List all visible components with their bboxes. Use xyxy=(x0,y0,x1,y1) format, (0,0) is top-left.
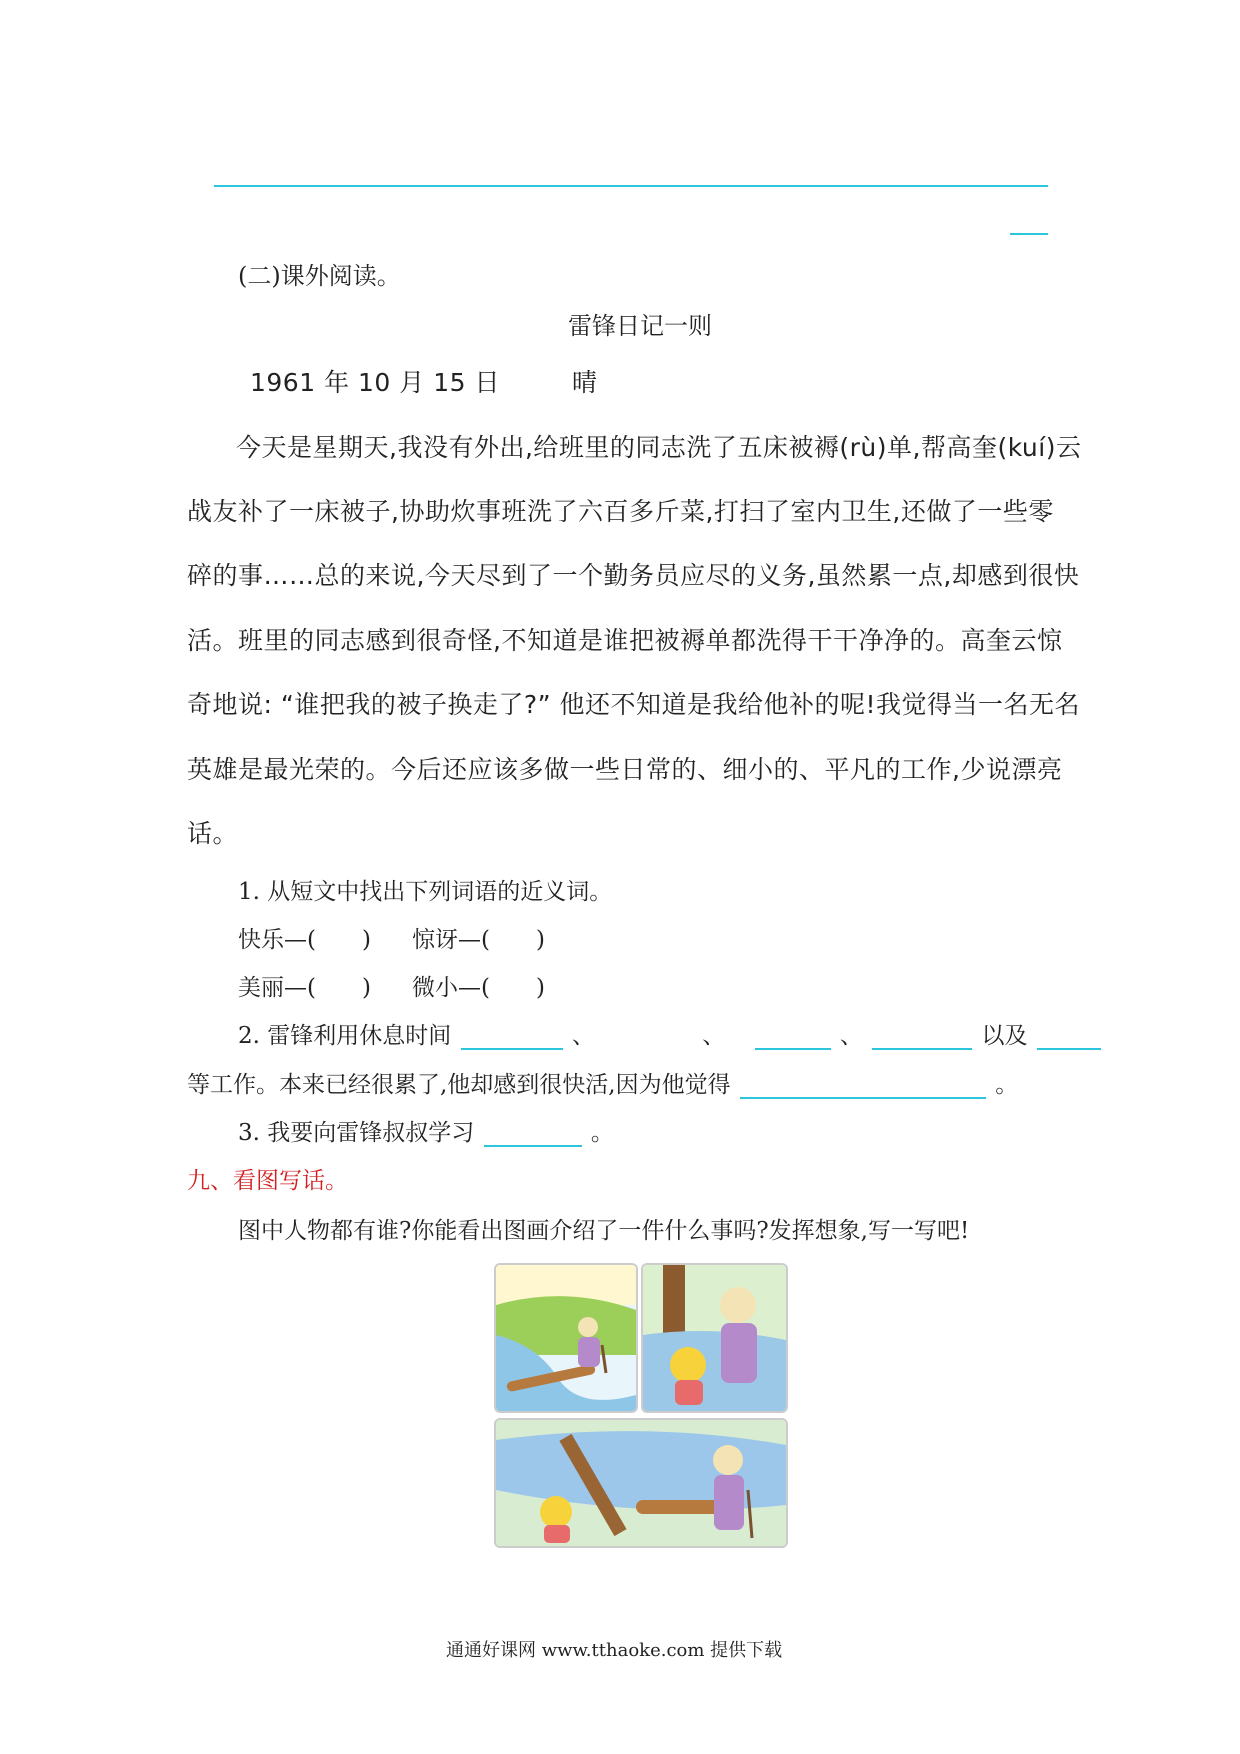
q1-prompt: 1. 从短文中找出下列词语的近义词。 xyxy=(238,879,613,905)
section9-title: 九、看图写话。 xyxy=(187,1168,348,1194)
diary-weather: 晴 xyxy=(572,368,598,397)
paragraph-line: 活。班里的同志感到很奇怪,不知道是谁把被褥单都洗得干干净净的。高奎云惊 xyxy=(187,626,1063,655)
paragraph-line: 今天是星期天,我没有外出,给班里的同志洗了五床被褥(rù)单,帮高奎(kuí)云 xyxy=(236,433,1082,462)
section-title: (二)课外阅读。 xyxy=(238,262,401,290)
q2-end: 。 xyxy=(995,1072,1019,1098)
diary-date: 1961 年 10 月 15 日 xyxy=(250,368,500,397)
article-title: 雷锋日记一则 xyxy=(568,312,712,340)
paragraph-line: 话。 xyxy=(187,819,239,848)
q2-yiji: 以及 xyxy=(981,1023,1028,1049)
picture-panel-3 xyxy=(494,1418,788,1548)
q3-line xyxy=(238,1114,614,1147)
picture-panel-1 xyxy=(494,1263,638,1413)
cartoon-scene-1 xyxy=(496,1265,636,1411)
q1-item-kuaile[interactable]: 快乐—( ) xyxy=(238,927,371,953)
q1-item-weixiao[interactable]: 微小—( ) xyxy=(412,975,545,1001)
q2-line2 xyxy=(187,1066,1018,1099)
q2-blank-3[interactable] xyxy=(872,1026,972,1050)
answer-line-short xyxy=(1010,233,1048,235)
q2-blank-4[interactable] xyxy=(1037,1026,1101,1050)
q2-continuation: 等工作。本来已经很累了,他却感到很快活,因为他觉得 xyxy=(187,1072,731,1098)
q2-sep-2: 、 xyxy=(702,1023,726,1049)
paragraph-line: 英雄是最光荣的。今后还应该多做一些日常的、细小的、平凡的工作,少说漂亮 xyxy=(187,755,1063,784)
q3-blank[interactable] xyxy=(484,1123,582,1147)
q2-line1 xyxy=(238,1017,1103,1050)
q2-blank-5[interactable] xyxy=(740,1075,986,1099)
answer-line-top xyxy=(214,185,1048,187)
q2-sep-1: 、 xyxy=(571,1023,595,1049)
cartoon-scene-2 xyxy=(643,1265,786,1411)
q2-sep-3: 、 xyxy=(839,1023,863,1049)
q1-item-meili[interactable]: 美丽—( ) xyxy=(238,975,371,1001)
q2-blank-2[interactable] xyxy=(755,1026,831,1050)
picture-panel-2 xyxy=(641,1263,788,1413)
q2-prompt: 2. 雷锋利用休息时间 xyxy=(238,1023,452,1049)
paragraph-line: 战友补了一床被子,协助炊事班洗了六百多斤菜,打扫了室内卫生,还做了一些零 xyxy=(187,497,1054,526)
q2-blank-1[interactable] xyxy=(461,1026,563,1050)
paragraph-line: 碎的事……总的来说,今天尽到了一个勤务员应尽的义务,虽然累一点,却感到很快 xyxy=(187,561,1080,590)
q3-prompt: 3. 我要向雷锋叔叔学习 xyxy=(238,1120,475,1146)
section9-instruction: 图中人物都有谁?你能看出图画介绍了一件什么事吗?发挥想象,写一写吧! xyxy=(238,1218,970,1244)
q3-end: 。 xyxy=(590,1120,614,1146)
cartoon-scene-3 xyxy=(496,1420,786,1546)
q1-item-jingya[interactable]: 惊讶—( ) xyxy=(412,927,545,953)
page-footer: 通通好课网 www.tthaoke.com 提供下载 xyxy=(446,1640,783,1661)
paragraph-line: 奇地说: “谁把我的被子换走了?” 他还不知道是我给他补的呢!我觉得当一名无名 xyxy=(187,690,1081,719)
